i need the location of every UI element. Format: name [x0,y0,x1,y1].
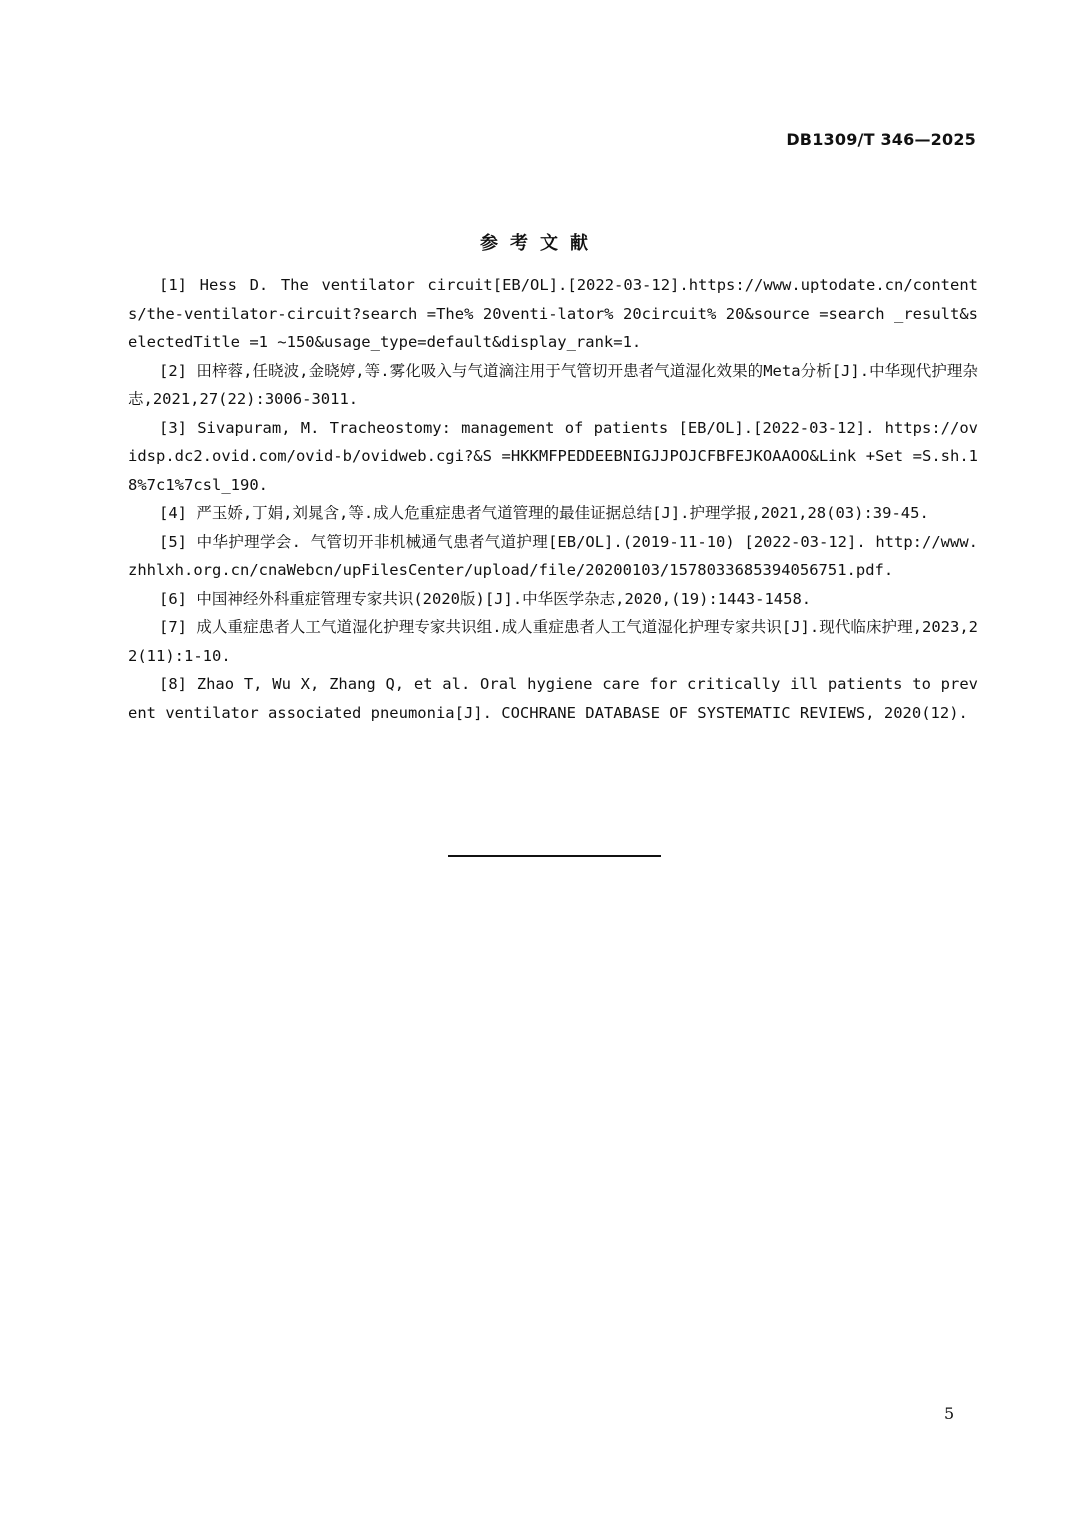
reference-list [128,271,978,727]
reference-item-1: [1] Hess D. The ventilator circuit[EB/OL].[2022-03-12].https://www.uptodate.cn/contents/the-ventilator-circuit?search =The% 20venti-lator% 20circuit% 20&source =search _result&selectedTitle =1 ~150&usage_type=default&display_rank=1. [128,276,978,351]
end-of-document-rule [448,855,661,857]
reference-item-7: [7] 成人重症患者人工气道湿化护理专家共识组.成人重症患者人工气道湿化护理专家共识[J].现代临床护理,2023,22(11):1-10. [128,618,978,665]
reference-item-5: [5] 中华护理学会. 气管切开非机械通气患者气道护理[EB/OL].(2019-11-10) [2022-03-12]. http://www.zhhlxh.org.cn/cnaWebcn/upFilesCenter/upload/file/20200103/1578033685394056751.pdf. [128,532,978,579]
document-code: DB1309/T 346—2025 [786,130,976,149]
page-number: 5 [944,1404,955,1423]
reference-item-6: [6] 中国神经外科重症管理专家共识(2020版)[J].中华医学杂志,2020,(19):1443-1458. [159,589,812,608]
section-title-references: 参考文献 [480,233,600,254]
reference-item-4: [4] 严玉娇,丁娟,刘晁含,等.成人危重症患者气道管理的最佳证据总结[J].护理学报,2021,28(03):39-45. [159,504,929,522]
reference-item-8: [8] Zhao T, Wu X, Zhang Q, et al. Oral hygiene care for critically ill patients to prevent ventilator associated pneumonia[J]. COCHRANE DATABASE OF SYSTEMATIC REVIEWS, 2020(12). [128,675,978,722]
reference-item-2: [2] 田梓蓉,任晓波,金晓婷,等.雾化吸入与气道滴注用于气管切开患者气道湿化效果的Meta分析[J].中华现代护理杂志,2021,27(22):3006-3011. [128,361,978,408]
reference-item-3: [3] Sivapuram, M. Tracheostomy: management of patients [EB/OL].[2022-03-12]. https://ovidsp.dc2.ovid.com/ovid-b/ovidweb.cgi?&S =HKKMFPEDDEEBNIGJJPOJCFBFEJKOAAOO&Link +Set =S.sh.18%7c1%7csl_190. [128,418,978,494]
